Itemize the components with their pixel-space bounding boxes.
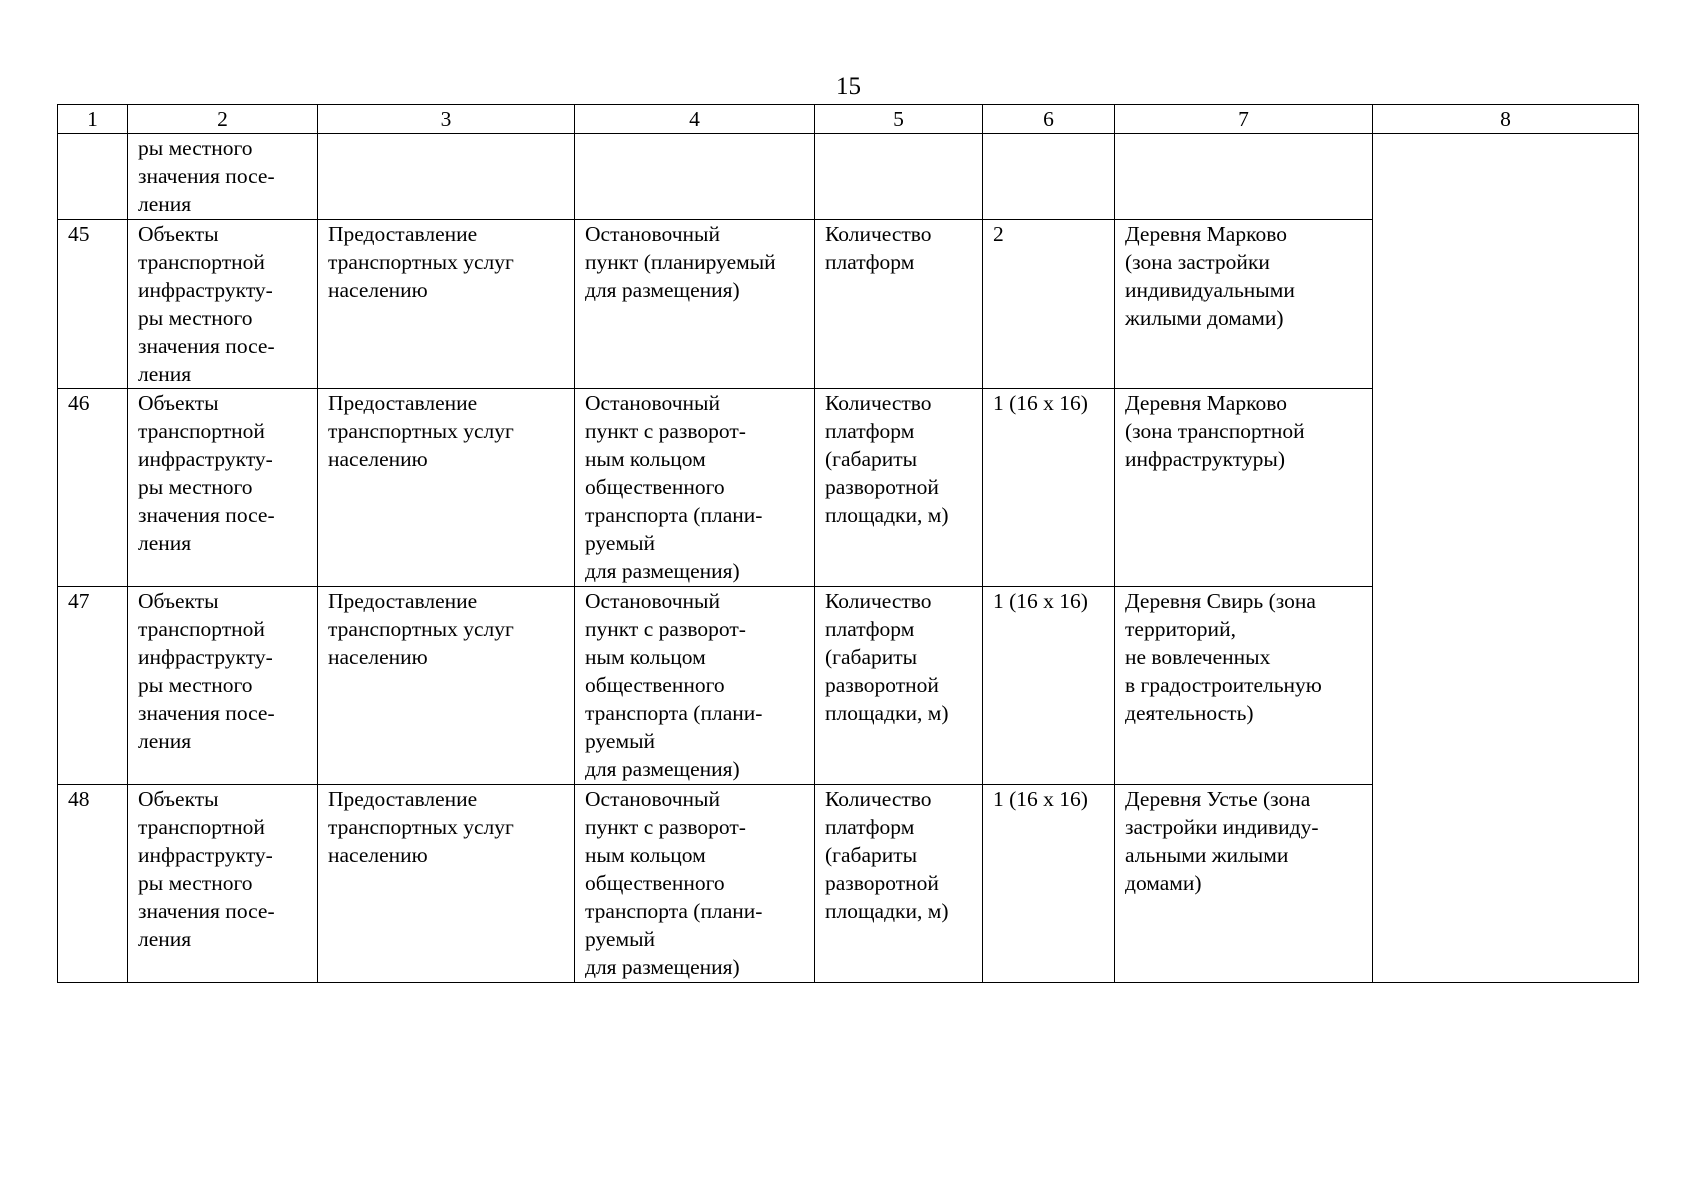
value-cell: 1 (16 х 16) (983, 785, 1115, 983)
header-cell-8: 8 (1373, 105, 1639, 134)
header-cell-6: 6 (983, 105, 1115, 134)
value-cell: 1 (16 х 16) (983, 389, 1115, 587)
row-number-cell: 48 (58, 785, 128, 983)
characteristic-cell (815, 134, 983, 220)
object-name-cell (575, 134, 815, 220)
location-cell: Деревня Марково (зона транспортной инфраструктуры) (1115, 389, 1373, 587)
object-name-cell: Остановочный пункт с разворот- ным кольцом общественного транспорта (плани- руемый для размещения) (575, 587, 815, 785)
purpose-cell: Предоставление транспортных услуг населению (318, 389, 575, 587)
location-cell (1115, 134, 1373, 220)
purpose-cell: Предоставление транспортных услуг населению (318, 220, 575, 389)
page-number: 15 (836, 73, 861, 100)
object-name-cell: Остановочный пункт с разворот- ным кольцом общественного транспорта (плани- руемый для размещения) (575, 785, 815, 983)
table-row-continuation (58, 134, 1639, 220)
object-type-cell: ры местного значения посе- ления (128, 134, 318, 220)
header-cell-2: 2 (128, 105, 318, 134)
header-cell-3: 3 (318, 105, 575, 134)
value-cell: 2 (983, 220, 1115, 389)
header-cell-5: 5 (815, 105, 983, 134)
objects-table (57, 104, 1639, 983)
location-cell: Деревня Свирь (зона территорий, не вовлеченных в градостроительную деятельность) (1115, 587, 1373, 785)
characteristic-cell: Количество платформ (815, 220, 983, 389)
purpose-cell (318, 134, 575, 220)
object-type-cell: Объекты транспортной инфраструкту- ры местного значения посе- ления (128, 389, 318, 587)
value-cell (983, 134, 1115, 220)
object-type-cell: Объекты транспортной инфраструкту- ры местного значения посе- ления (128, 220, 318, 389)
purpose-cell: Предоставление транспортных услуг населению (318, 587, 575, 785)
object-name-cell: Остановочный пункт (планируемый для размещения) (575, 220, 815, 389)
table-header-row (58, 105, 1639, 134)
characteristic-cell: Количество платформ (габариты разворотной площадки, м) (815, 389, 983, 587)
row-number-cell: 47 (58, 587, 128, 785)
row-number-cell (58, 134, 128, 220)
object-name-cell: Остановочный пункт с разворот- ным кольцом общественного транспорта (плани- руемый для размещения) (575, 389, 815, 587)
header-cell-1: 1 (58, 105, 128, 134)
column-8-cell (1373, 134, 1639, 983)
object-type-cell: Объекты транспортной инфраструкту- ры местного значения посе- ления (128, 587, 318, 785)
row-number-cell: 46 (58, 389, 128, 587)
row-number-cell: 45 (58, 220, 128, 389)
header-cell-7: 7 (1115, 105, 1373, 134)
location-cell: Деревня Марково (зона застройки индивидуальными жилыми домами) (1115, 220, 1373, 389)
purpose-cell: Предоставление транспортных услуг населению (318, 785, 575, 983)
location-cell: Деревня Устье (зона застройки индивиду- альными жилыми домами) (1115, 785, 1373, 983)
header-cell-4: 4 (575, 105, 815, 134)
value-cell: 1 (16 х 16) (983, 587, 1115, 785)
object-type-cell: Объекты транспортной инфраструкту- ры местного значения посе- ления (128, 785, 318, 983)
characteristic-cell: Количество платформ (габариты разворотной площадки, м) (815, 785, 983, 983)
characteristic-cell: Количество платформ (габариты разворотной площадки, м) (815, 587, 983, 785)
